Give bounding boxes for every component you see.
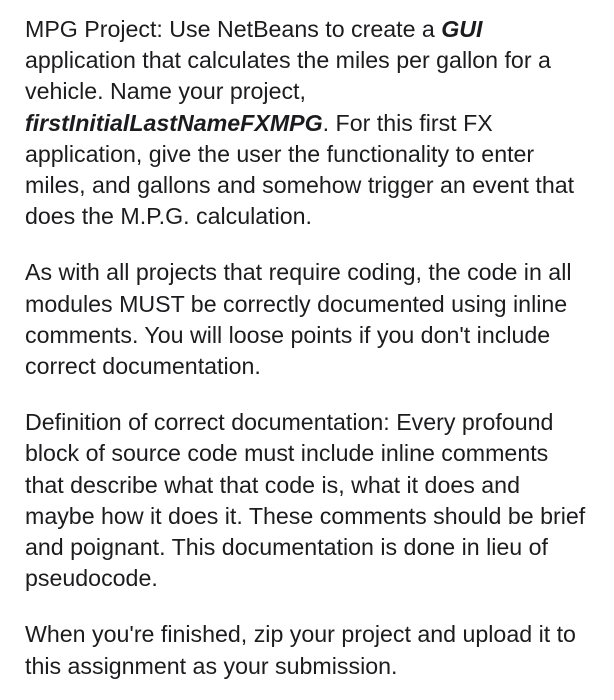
project-description-paragraph xyxy=(25,14,592,232)
submission-instructions-paragraph: When you're finished, zip your project and upload it to this assignment as your submission. xyxy=(25,621,576,679)
project-description-text-2: application that calculates the miles per gallon for a vehicle. Name your project, xyxy=(25,47,551,105)
project-description-text-3: . For this first FX application, give the user the functionality to enter miles, and gallons and somehow trigger an event that does the M.P.G. calculation. xyxy=(25,109,575,230)
coding-requirements-paragraph: As with all projects that require coding, the code in all modules MUST be correctly documented using inline comments. You will loose points if you don't include correct documentation. xyxy=(25,259,572,380)
project-description-text-1: MPG Project: Use NetBeans to create a xyxy=(25,16,442,42)
gui-emphasis: GUI xyxy=(441,16,483,42)
documentation-definition-paragraph: Definition of correct documentation: Every profound block of source code must include inline comments that describe what that code is, what it does and maybe how it does it. These comments should be brief and poignant. This documentation is done in lieu of pseudocode. xyxy=(25,409,586,592)
project-name-emphasis: firstInitialLastNameFXMPG xyxy=(25,109,323,136)
